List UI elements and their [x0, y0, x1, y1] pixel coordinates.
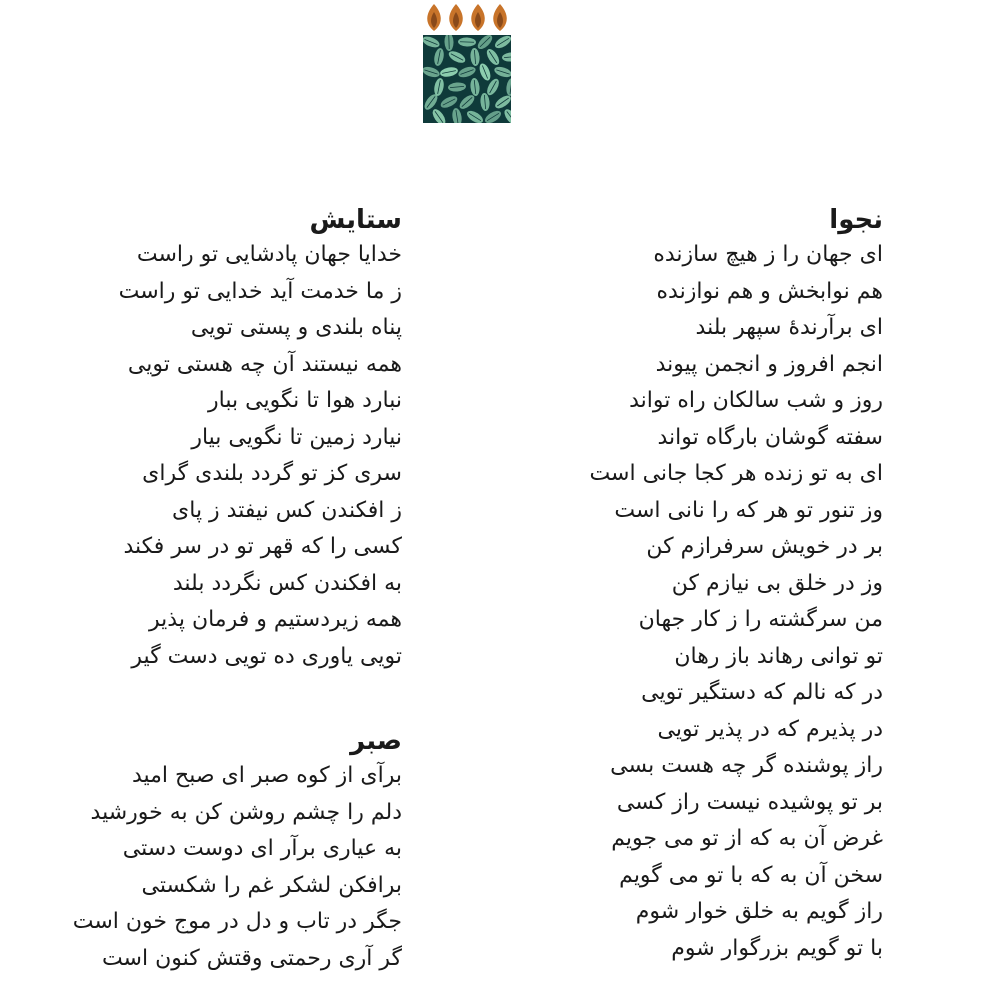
verse-line: دلم را چشم روشن کن به خورشید	[90, 799, 402, 825]
header-ornament	[423, 2, 511, 122]
verse-line: تو توانی رهاند باز رهان	[674, 643, 883, 669]
verse-line: سری کز تو گردد بلندی گرای	[142, 461, 402, 486]
poem-najva	[583, 205, 883, 967]
poem-setayesh	[102, 205, 402, 675]
verse-line: وز تنور تو هر که را نانی است	[614, 497, 883, 523]
verse-line: کسی را که قهر تو در سر فکند	[123, 534, 402, 559]
verse-line: نبارد هوا تا نگویی ببار	[208, 388, 402, 413]
verse-line: روز و شب سالکان راه تواند	[629, 388, 883, 413]
poem-title: ستایش	[309, 205, 402, 235]
verse-line: همه زیردستیم و فرمان پذیر	[149, 607, 402, 632]
verse-line: من سرگشته را ز کار جهان	[638, 607, 883, 632]
verse-line: غرض آن به که از تو می جویم	[611, 826, 883, 851]
verse-line: بر تو پوشیده نیست راز کسی	[616, 789, 883, 815]
poem-lines	[583, 237, 883, 967]
poem-lines	[102, 237, 402, 675]
verse-line: همه نیستند آن چه هستی تویی	[127, 351, 402, 377]
poem-lines	[72, 758, 402, 977]
verse-line: برآی از کوه صبر ای صبح امید	[131, 763, 402, 788]
verse-line: سفته گوشان بارگاه تواند	[657, 424, 883, 450]
poem-title: نجوا	[829, 205, 883, 235]
poem-title: صبر	[350, 726, 402, 756]
verse-line: هم نوابخش و هم نوازنده	[656, 278, 883, 304]
verse-line: به عیاری برآر ای دوست دستی	[122, 836, 402, 861]
verse-line: نیارد زمین تا نگویی بیار	[191, 424, 402, 450]
verse-line: پناه بلندی و پستی تویی	[190, 315, 402, 340]
verse-line: راز گویم به خلق خوار شوم	[635, 899, 883, 924]
verse-line: سخن آن به که با تو می گویم	[619, 862, 883, 888]
verse-line: ای به تو زنده هر کجا جانی است	[589, 461, 883, 486]
verse-line: در پذیرم که در پذیر تویی	[657, 716, 883, 742]
verse-line: ز ما خدمت آید خدایی تو راست	[118, 278, 402, 304]
verse-line: راز پوشنده گر چه هست بسی	[610, 753, 883, 778]
verse-line: انجم افروز و انجمن پیوند	[655, 351, 883, 377]
verse-line: بر در خویش سرفرازم کن	[646, 534, 883, 559]
flame-icon	[423, 2, 511, 34]
verse-line: برافکن لشکر غم را شکستی	[141, 872, 402, 898]
poem-sabr	[72, 726, 402, 977]
verse-line: جگر در تاب و دل در موج خون است	[72, 909, 402, 934]
verse-line: ز افکندن کس نیفتد ز پای	[172, 497, 402, 523]
verse-line: با تو گویم بزرگوار شوم	[671, 935, 883, 961]
verse-line: ای جهان را ز هیچ سازنده	[653, 242, 883, 267]
verse-line: در که نالم که دستگیر تویی	[641, 680, 883, 705]
verse-line: ای برآرندۀ سپهر بلند	[695, 315, 883, 340]
verse-line: خدایا جهان پادشایی تو راست	[136, 242, 402, 267]
verse-line: وز در خلق بی نیازم کن	[671, 570, 883, 596]
verse-line: به افکندن کس نگردد بلند	[172, 570, 402, 596]
verse-line: گر آری رحمتی وقتش کنون است	[101, 945, 402, 971]
leaf-pattern-icon	[423, 35, 511, 123]
verse-line: تویی یاوری ده تویی دست گیر	[131, 643, 402, 669]
